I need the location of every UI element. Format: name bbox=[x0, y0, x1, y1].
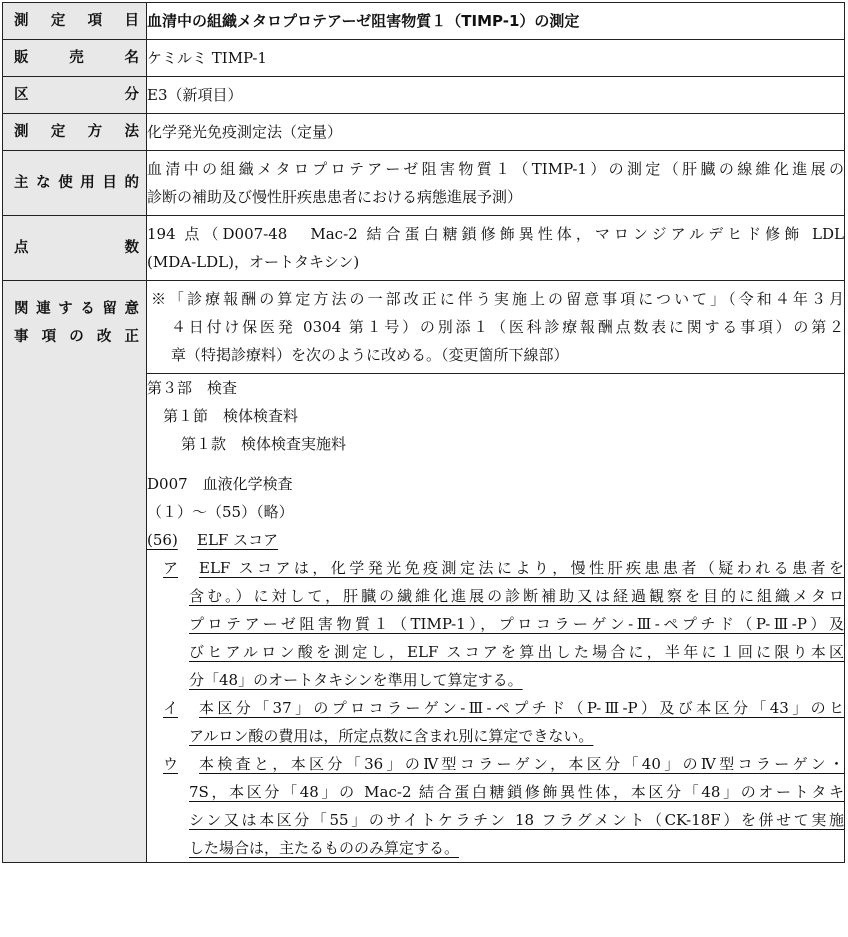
row-value-line: 血清中の組織メタロプロテアーゼ阻害物質１（TIMP-1）の測定（肝臓の線維化進展の bbox=[147, 160, 844, 178]
row-value-cell bbox=[147, 216, 845, 281]
subitem-u bbox=[147, 750, 844, 778]
row-value: 血清中の組織メタロプロテアーゼ阻害物質１（TIMP-1）の測定 bbox=[147, 12, 580, 30]
subitem-line: 本検査と，本区分「36」のⅣ型コラーゲン，本区分「40」のⅣ型コラーゲン・ bbox=[199, 755, 844, 773]
row-label-cell bbox=[3, 40, 147, 77]
row-value-cell bbox=[147, 40, 845, 77]
table-row bbox=[3, 281, 845, 374]
subitem-mark: ウ bbox=[163, 755, 179, 773]
row-label-cell bbox=[3, 3, 147, 40]
table-row bbox=[3, 77, 845, 114]
subitem-line: 本区分「37」のプロコラーゲン-Ⅲ-ペプチド（P-Ⅲ-P）及び本区分「43」のヒ bbox=[199, 699, 844, 717]
subitem-line: した場合は，主たるもののみ算定する。 bbox=[189, 839, 460, 857]
note-line: ※「診療報酬の算定方法の一部改正に伴う実施上の留意事項について」（令和４年３月 bbox=[151, 290, 844, 308]
row-label-cell bbox=[3, 151, 147, 216]
row-value: ケミルミ TIMP-1 bbox=[147, 49, 267, 67]
part-heading: 第３部 検査 bbox=[147, 379, 238, 397]
row-value: 化学発光免疫測定法（定量） bbox=[147, 123, 343, 141]
table-row bbox=[3, 40, 845, 77]
row-label-line: 関連する留意 bbox=[14, 301, 139, 317]
section-heading: 第１節 検体検査料 bbox=[163, 407, 299, 425]
subitem-line: 7S，本区分「48」の Mac-2 結合蛋白糖鎖修飾異性体，本区分「48」のオートタキ bbox=[189, 783, 844, 801]
row-label: 区分 bbox=[14, 87, 139, 103]
subitem-line: 含む。）に対して，肝臓の繊維化進展の診断補助又は経過観察を目的に組織メタロ bbox=[189, 587, 844, 605]
row-value-line: (MDA-LDL)，オートタキシン) bbox=[147, 253, 360, 271]
subitem-line: ELF スコアは，化学発光免疫測定法により，慢性肝疾患患者（疑われる患者を bbox=[199, 559, 844, 577]
row-label: 測定方法 bbox=[14, 124, 139, 140]
item-title: ELF スコア bbox=[197, 531, 279, 549]
row-label-cell bbox=[3, 77, 147, 114]
row-label-line: 事項の改正 bbox=[14, 329, 139, 345]
code-heading: D007 血液化学検査 bbox=[147, 475, 293, 493]
row-label: 販売名 bbox=[14, 50, 139, 66]
subitem-a bbox=[147, 554, 844, 582]
table-row bbox=[3, 151, 845, 216]
note-line: 章（特掲診療料）を次のように改める。（変更箇所下線部） bbox=[171, 346, 569, 364]
row-value-cell bbox=[147, 77, 845, 114]
subitem-mark: ア bbox=[163, 559, 179, 577]
row-label: 点数 bbox=[14, 240, 139, 256]
subitem-line: プロテアーゼ阻害物質１（TIMP-1），プロコラーゲン-Ⅲ-ペプチド（P-Ⅲ-P）及 bbox=[189, 615, 844, 633]
item-56-heading bbox=[147, 526, 844, 554]
insurance-notice-table bbox=[2, 2, 845, 863]
row-value-cell bbox=[147, 114, 845, 151]
row-label: 主な使用目的 bbox=[14, 175, 139, 191]
subitem-line: シン又は本区分「55」のサイトケラチン 18 フラグメント（CK-18F）を併せて実施 bbox=[189, 811, 844, 829]
row-label-cell bbox=[3, 216, 147, 281]
row-value-cell bbox=[147, 151, 845, 216]
subitem-line: びヒアルロン酸を測定し，ELF スコアを算出した場合に，半年に１回に限り本区 bbox=[189, 643, 844, 661]
row-value-line: 194 点（D007-48 Mac-2 結合蛋白糖鎖修飾異性体，マロンジアルデヒド修飾 LDL bbox=[147, 225, 844, 243]
table-row bbox=[3, 114, 845, 151]
row-label-cell bbox=[3, 281, 147, 863]
subitem-line: 分「48」のオートタキシンを準用して算定する。 bbox=[189, 671, 523, 689]
row-value-cell bbox=[147, 3, 845, 40]
item-number: (56) bbox=[147, 531, 178, 549]
row-value-line: 診断の補助及び慢性肝疾患患者における病態進展予測） bbox=[147, 188, 523, 206]
subsection-heading: 第１款 検体検査実施料 bbox=[181, 435, 347, 453]
subitem-line: アルロン酸の費用は，所定点数に含まれ別に算定できない。 bbox=[189, 727, 594, 745]
note-line: ４日付け保医発 0304 第１号）の別添１（医科診療報酬点数表に関する事項）の第２ bbox=[171, 318, 844, 336]
row-label-cell bbox=[3, 114, 147, 151]
row-value: E3（新項目） bbox=[147, 86, 243, 104]
omitted-range: （１）～（55）（略） bbox=[147, 503, 294, 521]
amendment-detail-cell bbox=[147, 374, 845, 863]
subitem-mark: イ bbox=[163, 699, 179, 717]
table-row bbox=[3, 3, 845, 40]
note-cell bbox=[147, 281, 845, 374]
row-label: 測定項目 bbox=[14, 13, 139, 29]
table-row bbox=[3, 216, 845, 281]
subitem-i bbox=[147, 694, 844, 722]
